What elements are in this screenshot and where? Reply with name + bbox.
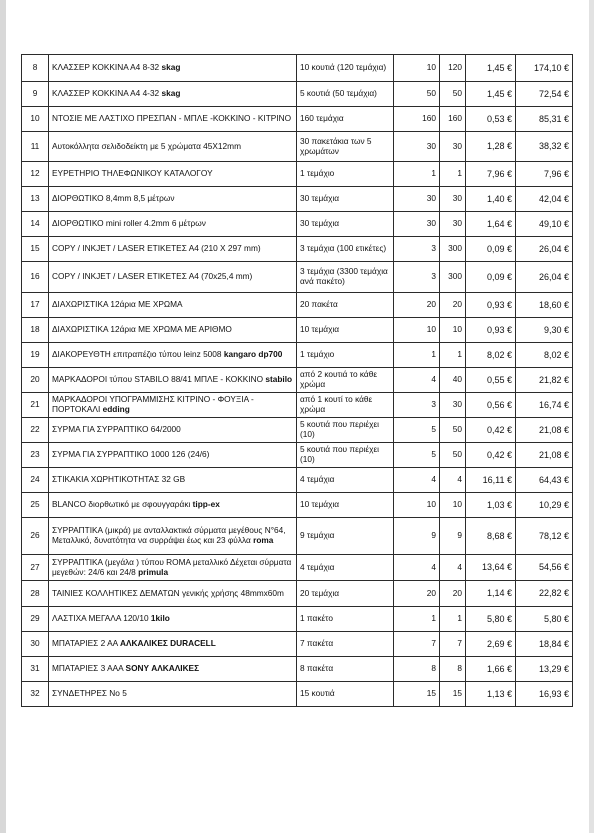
row-number: 18 xyxy=(22,318,49,343)
item-unit-price: 1,14 € xyxy=(466,581,516,607)
item-units: 300 xyxy=(440,237,466,262)
row-number: 23 xyxy=(22,443,49,468)
item-packaging: 5 κουτιά που περιέχει (10) xyxy=(297,443,394,468)
table-row xyxy=(22,82,573,107)
row-number: 14 xyxy=(22,212,49,237)
item-description-text: Αυτοκόλλητα σελιδοδείκτη με 5 χρώματα 45Χ12mm xyxy=(52,140,241,151)
item-quantity: 1 xyxy=(394,162,440,187)
item-quantity: 4 xyxy=(394,555,440,581)
item-description-text: ΜΠΑΤΑΡΙΕΣ 2 ΑΑ xyxy=(52,638,118,649)
item-total: 78,12 € xyxy=(516,518,573,555)
item-description-text: ΔΙΟΡΘΩΤΙΚΟ 8,4mm 8,5 μέτρων xyxy=(52,193,175,204)
scan-right-edge xyxy=(589,0,594,833)
item-description xyxy=(49,187,297,212)
item-unit-price: 8,68 € xyxy=(466,518,516,555)
item-total: 10,29 € xyxy=(516,493,573,518)
row-number: 31 xyxy=(22,657,49,682)
item-brand: SONY ΑΛΚΑΛΙΚΕΣ xyxy=(125,663,200,674)
item-units: 10 xyxy=(440,493,466,518)
item-description-text: ΔΙΑΧΩΡΙΣΤΙΚΑ 12άρια ΜΕ ΧΡΩΜΑ ΜΕ ΑΡΙΘΜΟ xyxy=(52,324,232,335)
item-description xyxy=(49,318,297,343)
item-unit-price: 0,93 € xyxy=(466,293,516,318)
item-unit-price: 0,93 € xyxy=(466,318,516,343)
item-description-text: ΜΑΡΚΑΔΟΡΟΙ τύπου STABILO 88/41 ΜΠΛΕ - ΚΟΚΚΙΝΟ xyxy=(52,374,264,385)
row-number: 25 xyxy=(22,493,49,518)
item-description-text: ΣΥΡΡΑΠΤΙΚΑ (μεγάλα ) τύπου ROMA μεταλλικό Δέχεται σύρματα μεγεθών: 24/6 και 24/8 xyxy=(52,556,292,577)
item-total: 9,30 € xyxy=(516,318,573,343)
item-packaging: 1 τεμάχιο xyxy=(297,343,394,368)
item-brand: kangaro dp700 xyxy=(223,349,283,360)
item-description xyxy=(49,262,297,293)
item-description xyxy=(49,368,297,393)
item-units: 20 xyxy=(440,581,466,607)
item-total: 38,32 € xyxy=(516,132,573,162)
item-total: 42,04 € xyxy=(516,187,573,212)
row-number: 30 xyxy=(22,632,49,657)
item-quantity: 30 xyxy=(394,187,440,212)
table-row xyxy=(22,293,573,318)
item-description xyxy=(49,55,297,82)
table-row xyxy=(22,393,573,418)
item-brand: stabilo xyxy=(265,374,293,385)
item-description xyxy=(49,468,297,493)
item-unit-price: 1,28 € xyxy=(466,132,516,162)
item-packaging: 1 τεμάχιο xyxy=(297,162,394,187)
item-packaging: 160 τεμάχια xyxy=(297,107,394,132)
item-total: 5,80 € xyxy=(516,607,573,632)
item-packaging: 4 τεμάχια xyxy=(297,555,394,581)
table-row xyxy=(22,657,573,682)
item-packaging: 9 τεμάχια xyxy=(297,518,394,555)
item-unit-price: 1,13 € xyxy=(466,682,516,707)
table-row xyxy=(22,682,573,707)
item-units: 50 xyxy=(440,443,466,468)
item-description xyxy=(49,493,297,518)
table-row xyxy=(22,212,573,237)
item-units: 1 xyxy=(440,162,466,187)
item-packaging: 7 πακέτα xyxy=(297,632,394,657)
row-number: 29 xyxy=(22,607,49,632)
item-description-text: COPY / INKJET / LASER ΕΤΙΚΕΤΕΣ Α4 (70x25,4 mm) xyxy=(52,271,253,282)
item-total: 174,10 € xyxy=(516,55,573,82)
item-brand: 1kilo xyxy=(150,613,170,624)
item-units: 1 xyxy=(440,343,466,368)
item-quantity: 160 xyxy=(394,107,440,132)
scan-left-edge xyxy=(0,0,6,833)
item-unit-price: 1,66 € xyxy=(466,657,516,682)
table-row xyxy=(22,368,573,393)
items-table-body xyxy=(22,55,573,707)
item-packaging: 8 πακέτα xyxy=(297,657,394,682)
item-quantity: 3 xyxy=(394,393,440,418)
item-description xyxy=(49,682,297,707)
item-unit-price: 0,42 € xyxy=(466,443,516,468)
item-quantity: 20 xyxy=(394,293,440,318)
item-total: 85,31 € xyxy=(516,107,573,132)
item-quantity: 15 xyxy=(394,682,440,707)
table-row xyxy=(22,162,573,187)
item-description-text: ΔΙΑΧΩΡΙΣΤΙΚΑ 12άρια ΜΕ ΧΡΩΜΑ xyxy=(52,299,183,310)
item-total: 18,60 € xyxy=(516,293,573,318)
item-units: 4 xyxy=(440,468,466,493)
item-total: 54,56 € xyxy=(516,555,573,581)
item-units: 30 xyxy=(440,212,466,237)
item-units: 300 xyxy=(440,262,466,293)
item-total: 21,08 € xyxy=(516,443,573,468)
item-total: 26,04 € xyxy=(516,237,573,262)
item-description-text: ΔΙΟΡΘΩΤΙΚΟ mini roller 4.2mm 6 μέτρων xyxy=(52,218,206,229)
item-packaging: 30 τεμάχια xyxy=(297,212,394,237)
item-total: 13,29 € xyxy=(516,657,573,682)
item-unit-price: 0,56 € xyxy=(466,393,516,418)
item-quantity: 5 xyxy=(394,443,440,468)
item-brand: ΑΛΚΑΛΙΚΕΣ DURACELL xyxy=(120,638,216,649)
item-packaging: 5 κουτιά (50 τεμάχια) xyxy=(297,82,394,107)
item-description xyxy=(49,581,297,607)
item-packaging: 20 τεμάχια xyxy=(297,581,394,607)
item-description xyxy=(49,607,297,632)
row-number: 28 xyxy=(22,581,49,607)
item-unit-price: 1,03 € xyxy=(466,493,516,518)
item-units: 15 xyxy=(440,682,466,707)
row-number: 21 xyxy=(22,393,49,418)
item-description xyxy=(49,418,297,443)
item-quantity: 9 xyxy=(394,518,440,555)
item-description xyxy=(49,518,297,555)
item-packaging: 1 πακέτο xyxy=(297,607,394,632)
row-number: 19 xyxy=(22,343,49,368)
item-total: 21,82 € xyxy=(516,368,573,393)
row-number: 27 xyxy=(22,555,49,581)
item-unit-price: 1,45 € xyxy=(466,55,516,82)
item-quantity: 1 xyxy=(394,343,440,368)
item-units: 30 xyxy=(440,393,466,418)
row-number: 9 xyxy=(22,82,49,107)
item-units: 120 xyxy=(440,55,466,82)
item-description xyxy=(49,632,297,657)
row-number: 26 xyxy=(22,518,49,555)
item-packaging: 15 κουτιά xyxy=(297,682,394,707)
item-brand: edding xyxy=(102,404,130,414)
item-unit-price: 0,55 € xyxy=(466,368,516,393)
item-total: 22,82 € xyxy=(516,581,573,607)
item-packaging: από 1 κουτί το κάθε χρώμα xyxy=(297,393,394,418)
item-units: 30 xyxy=(440,132,466,162)
item-units: 8 xyxy=(440,657,466,682)
item-description-text: ΔΙΑΚΟΡΕΥΘΤΗ επιτραπέζιο τύπου leinz 5008 xyxy=(52,349,222,360)
item-description-text: ΤΑΙΝΙΕΣ ΚΟΛΛΗΤΙΚΕΣ ΔΕΜΑΤΩΝ γενικής χρήσης 48mmx60m xyxy=(52,587,284,598)
item-total: 26,04 € xyxy=(516,262,573,293)
item-unit-price: 7,96 € xyxy=(466,162,516,187)
item-units: 4 xyxy=(440,555,466,581)
item-units: 10 xyxy=(440,318,466,343)
row-number: 10 xyxy=(22,107,49,132)
item-description-text: BLANCO διορθωτικό με σφουγγαράκι xyxy=(52,499,191,510)
row-number: 20 xyxy=(22,368,49,393)
item-packaging: 5 κουτιά που περιέχει (10) xyxy=(297,418,394,443)
item-quantity: 10 xyxy=(394,493,440,518)
item-quantity: 50 xyxy=(394,82,440,107)
item-description-text: ΕΥΡΕΤΗΡΙΟ ΤΗΛΕΦΩΝΙΚΟΥ ΚΑΤΑΛΟΓΟΥ xyxy=(52,168,213,179)
item-units: 20 xyxy=(440,293,466,318)
item-description-text: ΣΥΡΡΑΠΤΙΚΑ (μικρά) με ανταλλακτικά σύρματα μεγέθους Ν°64, Μεταλλικό, δυνατότητα να συρράψει έως και 23 φύλλα xyxy=(52,525,286,545)
item-description xyxy=(49,343,297,368)
item-units: 40 xyxy=(440,368,466,393)
item-description xyxy=(49,237,297,262)
item-total: 21,08 € xyxy=(516,418,573,443)
item-description xyxy=(49,555,297,581)
item-quantity: 10 xyxy=(394,318,440,343)
table-row xyxy=(22,468,573,493)
table-row xyxy=(22,132,573,162)
item-description xyxy=(49,657,297,682)
row-number: 17 xyxy=(22,293,49,318)
item-description-text: ΜΑΡΚΑΔΟΡΟΙ ΥΠΟΓΡΑΜΜΙΣΗΣ ΚΙΤΡΙΝΟ - ΦΟΥΞΙΑ - ΠΟΡΤΟΚΑΛΙ xyxy=(52,394,254,414)
item-packaging: 4 τεμάχια xyxy=(297,468,394,493)
item-brand: skag xyxy=(161,88,181,99)
item-packaging: από 2 κουτιά το κάθε χρώμα xyxy=(297,368,394,393)
item-description xyxy=(49,132,297,162)
item-total: 7,96 € xyxy=(516,162,573,187)
item-brand: tipp-ex xyxy=(192,499,220,510)
table-row xyxy=(22,632,573,657)
row-number: 32 xyxy=(22,682,49,707)
item-units: 160 xyxy=(440,107,466,132)
item-description-text: ΚΛΑΣΣΕΡ ΚΟΚΚΙΝΑ Α4 4-32 xyxy=(52,88,160,99)
item-description-text: ΚΛΑΣΣΕΡ ΚΟΚΚΙΝΑ Α4 8-32 xyxy=(52,62,160,73)
item-quantity: 10 xyxy=(394,55,440,82)
table-row xyxy=(22,343,573,368)
item-unit-price: 0,09 € xyxy=(466,237,516,262)
table-row xyxy=(22,493,573,518)
table-row xyxy=(22,518,573,555)
item-description xyxy=(49,107,297,132)
item-description xyxy=(49,393,297,418)
table-row xyxy=(22,443,573,468)
item-packaging: 20 πακέτα xyxy=(297,293,394,318)
item-packaging: 30 τεμάχια xyxy=(297,187,394,212)
item-unit-price: 0,09 € xyxy=(466,262,516,293)
item-quantity: 8 xyxy=(394,657,440,682)
item-units: 7 xyxy=(440,632,466,657)
item-unit-price: 8,02 € xyxy=(466,343,516,368)
table-row xyxy=(22,262,573,293)
item-total: 16,74 € xyxy=(516,393,573,418)
row-number: 22 xyxy=(22,418,49,443)
item-packaging: 30 πακετάκια των 5 χρωμάτων xyxy=(297,132,394,162)
table-row xyxy=(22,581,573,607)
item-brand: skag xyxy=(161,62,181,73)
item-description-text: ΜΠΑΤΑΡΙΕΣ 3 ΑΑΑ xyxy=(52,663,124,674)
item-description-text: ΛΑΣΤΙΧΑ ΜΕΓΑΛΑ 120/10 xyxy=(52,613,149,624)
item-description-text: ΝΤΟΣΙΕ ΜΕ ΛΑΣΤΙΧΟ ΠΡΕΣΠΑΝ - ΜΠΛΕ -ΚΟΚΚΙΝΟ - ΚΙΤΡΙΝΟ xyxy=(52,113,292,124)
item-description-text: ΣΥΝΔΕΤΗΡΕΣ Νο 5 xyxy=(52,688,127,699)
table-row xyxy=(22,55,573,82)
item-unit-price: 2,69 € xyxy=(466,632,516,657)
item-description-text: ΣΥΡΜΑ ΓΙΑ ΣΥΡΡΑΠΤΙΚΟ 64/2000 xyxy=(52,424,181,435)
item-brand: roma xyxy=(253,535,274,545)
row-number: 11 xyxy=(22,132,49,162)
item-total: 72,54 € xyxy=(516,82,573,107)
table-row xyxy=(22,318,573,343)
row-number: 15 xyxy=(22,237,49,262)
item-quantity: 4 xyxy=(394,468,440,493)
item-description-text: ΣΤΙΚΑΚΙΑ ΧΩΡΗΤΙΚΟΤΗΤΑΣ 32 GB xyxy=(52,474,186,485)
item-unit-price: 0,42 € xyxy=(466,418,516,443)
item-unit-price: 5,80 € xyxy=(466,607,516,632)
item-description xyxy=(49,443,297,468)
item-description-text: COPY / INKJET / LASER ΕΤΙΚΕΤΕΣ Α4 (210 Χ 297 mm) xyxy=(52,243,261,254)
item-quantity: 7 xyxy=(394,632,440,657)
item-quantity: 30 xyxy=(394,212,440,237)
item-units: 9 xyxy=(440,518,466,555)
item-quantity: 5 xyxy=(394,418,440,443)
item-packaging: 3 τεμάχια (3300 τεμάχια ανά πακέτο) xyxy=(297,262,394,293)
row-number: 8 xyxy=(22,55,49,82)
item-description-text: ΣΥΡΜΑ ΓΙΑ ΣΥΡΡΑΠΤΙΚΟ 1000 126 (24/6) xyxy=(52,449,210,460)
item-description xyxy=(49,293,297,318)
item-units: 30 xyxy=(440,187,466,212)
table-row xyxy=(22,107,573,132)
item-packaging: 10 κουτιά (120 τεμάχια) xyxy=(297,55,394,82)
row-number: 12 xyxy=(22,162,49,187)
item-units: 50 xyxy=(440,82,466,107)
item-unit-price: 0,53 € xyxy=(466,107,516,132)
item-description xyxy=(49,212,297,237)
row-number: 16 xyxy=(22,262,49,293)
item-total: 16,93 € xyxy=(516,682,573,707)
table-row xyxy=(22,555,573,581)
table-row xyxy=(22,237,573,262)
item-quantity: 20 xyxy=(394,581,440,607)
table-row xyxy=(22,187,573,212)
item-packaging: 10 τεμάχια xyxy=(297,318,394,343)
item-quantity: 1 xyxy=(394,607,440,632)
item-unit-price: 16,11 € xyxy=(466,468,516,493)
item-description xyxy=(49,82,297,107)
item-units: 1 xyxy=(440,607,466,632)
item-quantity: 30 xyxy=(394,132,440,162)
table-row xyxy=(22,607,573,632)
item-packaging: 3 τεμάχια (100 ετικέτες) xyxy=(297,237,394,262)
table-row xyxy=(22,418,573,443)
item-quantity: 3 xyxy=(394,237,440,262)
item-unit-price: 13,64 € xyxy=(466,555,516,581)
item-packaging: 10 τεμάχια xyxy=(297,493,394,518)
item-unit-price: 1,45 € xyxy=(466,82,516,107)
item-brand: primula xyxy=(138,566,169,577)
item-units: 50 xyxy=(440,418,466,443)
row-number: 13 xyxy=(22,187,49,212)
row-number: 24 xyxy=(22,468,49,493)
item-total: 49,10 € xyxy=(516,212,573,237)
item-unit-price: 1,64 € xyxy=(466,212,516,237)
item-description xyxy=(49,162,297,187)
item-quantity: 4 xyxy=(394,368,440,393)
item-total: 8,02 € xyxy=(516,343,573,368)
item-total: 18,84 € xyxy=(516,632,573,657)
item-quantity: 3 xyxy=(394,262,440,293)
items-table xyxy=(21,54,573,707)
item-total: 64,43 € xyxy=(516,468,573,493)
item-unit-price: 1,40 € xyxy=(466,187,516,212)
